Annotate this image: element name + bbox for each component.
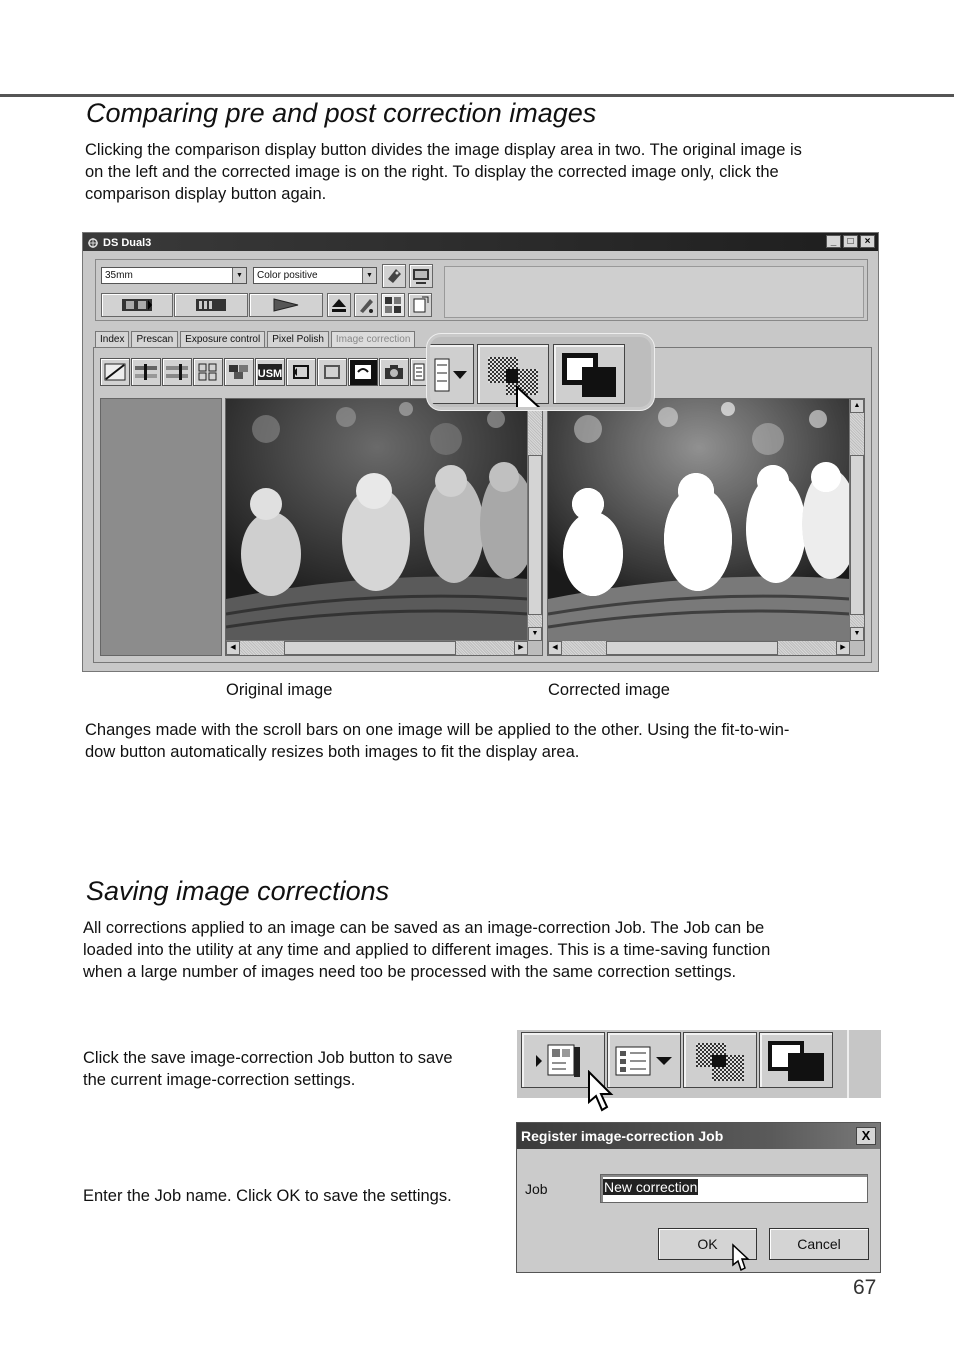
curve-icon bbox=[103, 362, 127, 382]
camera-icon bbox=[382, 362, 406, 382]
dialog-title: Register image-correction Job bbox=[517, 1123, 880, 1149]
section-title-saving: Saving image corrections bbox=[86, 876, 390, 906]
film-type-select[interactable]: Color positive ▼ bbox=[253, 267, 377, 284]
page-number: 67 bbox=[853, 1276, 877, 1299]
app-icon bbox=[87, 237, 99, 249]
usm-icon bbox=[257, 363, 283, 381]
scroll-right-button[interactable]: ▶ bbox=[514, 641, 528, 655]
comparison-icon bbox=[684, 1033, 758, 1089]
swatch-icon bbox=[227, 362, 251, 382]
slider-icon bbox=[165, 362, 189, 382]
eject-film-button[interactable] bbox=[382, 264, 406, 288]
tab-bar bbox=[95, 331, 417, 347]
index-scan-button[interactable] bbox=[101, 293, 173, 317]
grid-icon bbox=[382, 294, 404, 316]
preferences-button[interactable] bbox=[409, 264, 433, 288]
minimize-button[interactable]: _ bbox=[826, 235, 841, 248]
curves-tool[interactable] bbox=[100, 358, 130, 386]
cursor-arrow-icon bbox=[515, 385, 545, 410]
load-job-button[interactable] bbox=[427, 344, 474, 404]
snapshot-tool[interactable] bbox=[379, 358, 409, 386]
list-icon bbox=[412, 362, 426, 382]
scroll-up-button[interactable]: ▲ bbox=[850, 399, 864, 413]
caption-corrected: Corrected image bbox=[548, 681, 670, 699]
list-dropdown-icon bbox=[427, 345, 475, 405]
original-image bbox=[226, 399, 528, 641]
job-label: Job bbox=[525, 1181, 548, 1197]
scroll-down-button[interactable]: ▼ bbox=[528, 627, 542, 641]
hue-saturation-tool[interactable] bbox=[224, 358, 254, 386]
original-vertical-scrollbar[interactable] bbox=[527, 399, 542, 641]
undo-tool[interactable] bbox=[286, 358, 316, 386]
scroll-left-button[interactable]: ◀ bbox=[226, 641, 240, 655]
original-horizontal-scrollbar[interactable] bbox=[226, 640, 528, 655]
cursor-arrow-icon bbox=[731, 1243, 751, 1273]
register-job-dialog bbox=[516, 1122, 881, 1273]
scroll-down-button[interactable]: ▼ bbox=[850, 627, 864, 641]
corrected-image bbox=[548, 399, 850, 641]
step2-instructions: Enter the Job name. Click OK to save the settings. bbox=[83, 1187, 452, 1205]
digital-ice-button[interactable] bbox=[354, 293, 378, 317]
svg-text:USM: USM bbox=[257, 368, 283, 380]
slider-icon bbox=[134, 362, 158, 382]
job-toolbar-strip bbox=[517, 1030, 881, 1098]
undo-icon bbox=[289, 362, 313, 382]
ok-button[interactable]: OK bbox=[658, 1228, 757, 1260]
dialog-close-button[interactable]: X bbox=[856, 1127, 876, 1145]
tab-index[interactable]: Index bbox=[95, 331, 129, 347]
thumbnail-button[interactable] bbox=[381, 293, 405, 317]
original-image-pane bbox=[225, 398, 543, 656]
redo-tool[interactable] bbox=[317, 358, 347, 386]
film-strip-icon bbox=[122, 297, 152, 313]
section-title-comparing: Comparing pre and post correction images bbox=[86, 98, 597, 128]
section1-intro: Clicking the comparison display button divides the image display area in two. The original image is on the left and the corrected image is on the right. To display the corrected image only, click the comparison display button again. bbox=[85, 141, 802, 203]
comparison-display-button[interactable] bbox=[683, 1032, 757, 1088]
scroll-thumb[interactable] bbox=[850, 455, 864, 615]
prescan-icon bbox=[196, 297, 226, 313]
header-rule bbox=[0, 94, 954, 97]
eject-button[interactable] bbox=[327, 293, 351, 317]
overlap-squares-icon bbox=[760, 1033, 834, 1089]
step1-instructions: Click the save image-correction Job button to save the current image-correction settings. bbox=[83, 1049, 453, 1089]
scroll-thumb[interactable] bbox=[284, 641, 456, 655]
section2-intro: All corrections applied to an image can be saved as an image-correction Job. The Job can be loaded into the utility at any time and applied to different images. This is a time-saving function when a large number of images need too be processed with the same correction settings. bbox=[83, 919, 771, 981]
correction-toolbar bbox=[100, 358, 428, 386]
thumbnail-area bbox=[100, 398, 222, 656]
redo-icon bbox=[320, 362, 344, 382]
toolbar-divider bbox=[847, 1030, 849, 1098]
tab-image-correction[interactable]: Image correction bbox=[331, 331, 415, 347]
tab-pixel-polish[interactable]: Pixel Polish bbox=[267, 331, 329, 347]
window-titlebar bbox=[83, 233, 878, 251]
caption-original: Original image bbox=[226, 681, 333, 699]
scroll-left-button[interactable]: ◀ bbox=[548, 641, 562, 655]
play-icon bbox=[271, 297, 301, 313]
chevron-down-icon[interactable]: ▼ bbox=[232, 268, 246, 283]
corrected-only-button[interactable] bbox=[759, 1032, 833, 1088]
corrected-horizontal-scrollbar[interactable] bbox=[548, 640, 850, 655]
cursor-arrow-icon bbox=[587, 1070, 617, 1116]
film-format-select[interactable]: 35mm ▼ bbox=[101, 267, 247, 284]
grid-icon bbox=[196, 362, 220, 382]
document-icon bbox=[409, 294, 431, 316]
help-button[interactable] bbox=[408, 293, 432, 317]
corrected-image-pane bbox=[547, 398, 865, 656]
job-name-input[interactable]: New correction bbox=[600, 1174, 868, 1203]
overlap-squares-icon bbox=[554, 345, 626, 405]
chevron-down-icon[interactable]: ▼ bbox=[362, 268, 376, 283]
load-job-button[interactable] bbox=[607, 1032, 681, 1088]
scanner-control-panel bbox=[95, 259, 868, 321]
monitor-icon bbox=[410, 265, 432, 287]
section1-note: Changes made with the scroll bars on one image will be applied to the other. Using the fit-to-win- dow button automatically resizes both images to fit the display area. bbox=[85, 721, 790, 761]
corrected-vertical-scrollbar[interactable] bbox=[849, 399, 864, 641]
reset-tool[interactable] bbox=[348, 358, 378, 386]
maximize-button[interactable]: □ bbox=[843, 235, 858, 248]
close-window-button[interactable]: × bbox=[860, 235, 875, 248]
tag-icon bbox=[383, 265, 405, 287]
unsharp-mask-tool[interactable] bbox=[255, 358, 285, 386]
toolbar-zoom-callout bbox=[427, 334, 654, 410]
corrected-only-button[interactable] bbox=[553, 344, 625, 404]
brightness-contrast-tool[interactable] bbox=[162, 358, 192, 386]
brush-icon bbox=[355, 294, 377, 316]
cancel-button[interactable]: Cancel bbox=[769, 1228, 869, 1260]
tab-prescan[interactable]: Prescan bbox=[131, 331, 178, 347]
prescan-button[interactable] bbox=[174, 293, 248, 317]
scroll-thumb[interactable] bbox=[606, 641, 778, 655]
tab-exposure-control[interactable]: Exposure control bbox=[180, 331, 265, 347]
list-dropdown-icon bbox=[608, 1033, 682, 1089]
scroll-right-button[interactable]: ▶ bbox=[836, 641, 850, 655]
load-job-tool[interactable] bbox=[410, 358, 428, 386]
scroll-thumb[interactable] bbox=[528, 455, 542, 615]
window-title: DS Dual3 bbox=[103, 237, 152, 249]
variations-tool[interactable] bbox=[193, 358, 223, 386]
scan-button[interactable] bbox=[249, 293, 323, 317]
info-area bbox=[444, 266, 864, 318]
reset-icon bbox=[351, 362, 375, 382]
ds-dual3-window bbox=[82, 232, 879, 672]
levels-tool[interactable] bbox=[131, 358, 161, 386]
eject-icon bbox=[328, 294, 350, 316]
